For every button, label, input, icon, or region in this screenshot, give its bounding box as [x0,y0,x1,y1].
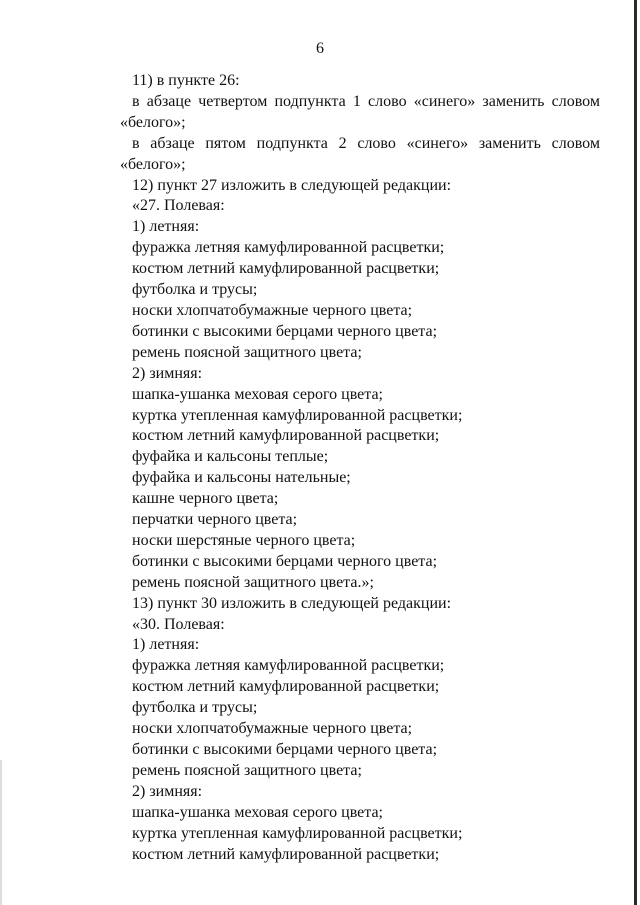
page-number: 6 [316,40,324,57]
document-line: 1) летняя: [132,218,200,236]
document-line: «30. Полевая: [132,615,225,633]
document-line: куртка утепленная камуфлированной расцветки; [132,824,463,842]
document-line: носки шерстяные черного цвета; [132,531,356,549]
document-line: 2) зимняя: [132,782,203,800]
document-line: костюм летний камуфлированной расцветки; [132,845,440,863]
document-line: в абзаце пятом подпункта 2 слово «синего» заменить словом [132,134,600,152]
document-line: фуфайка и кальсоны теплые; [132,448,329,466]
document-line: фуражка летняя камуфлированной расцветки; [132,239,445,257]
document-line: ремень поясной защитного цвета; [132,343,362,361]
document-line: «белого»; [120,155,186,173]
document-line: ремень поясной защитного цвета.»; [132,573,374,591]
document-line: фуфайка и кальсоны нательные; [132,469,351,487]
document-line: носки хлопчатобумажные черного цвета; [132,720,413,738]
document-line: куртка утепленная камуфлированной расцветки; [132,406,463,424]
scan-margin-mark [0,760,2,905]
document-line: 2) зимняя: [132,364,203,382]
document-line: «белого»; [120,113,186,131]
document-line: 11) в пункте 26: [132,72,240,89]
document-line: 1) летняя: [132,636,200,654]
document-body [120,71,600,865]
document-line: шапка-ушанка меховая серого цвета; [132,385,383,403]
document-line: футболка и трусы; [132,699,258,717]
document-line: в абзаце четвертом подпункта 1 слово «синего» заменить словом [132,92,600,110]
document-line: ботинки с высокими берцами черного цвета; [132,552,438,570]
document-line: «27. Полевая: [132,197,225,215]
document-line: футболка и трусы; [132,281,258,299]
document-line: фуражка летняя камуфлированной расцветки; [132,657,445,675]
document-line: костюм летний камуфлированной расцветки; [132,678,440,696]
document-line: ботинки с высокими берцами черного цвета; [132,322,438,340]
document-line: ремень поясной защитного цвета; [132,761,362,779]
document-line: носки хлопчатобумажные черного цвета; [132,301,413,319]
document-line: кашне черного цвета; [132,490,279,508]
document-line: 12) пункт 27 изложить в следующей редакции: [132,176,452,194]
document-line: перчатки черного цвета; [132,511,298,529]
document-line: костюм летний камуфлированной расцветки; [132,427,440,445]
document-line: ботинки с высокими берцами черного цвета; [132,741,438,758]
document-line: костюм летний камуфлированной расцветки; [132,260,440,278]
scan-edge-shadow [634,0,637,905]
document-line: 13) пункт 30 изложить в следующей редакции: [132,594,452,612]
document-line: шапка-ушанка меховая серого цвета; [132,803,383,821]
